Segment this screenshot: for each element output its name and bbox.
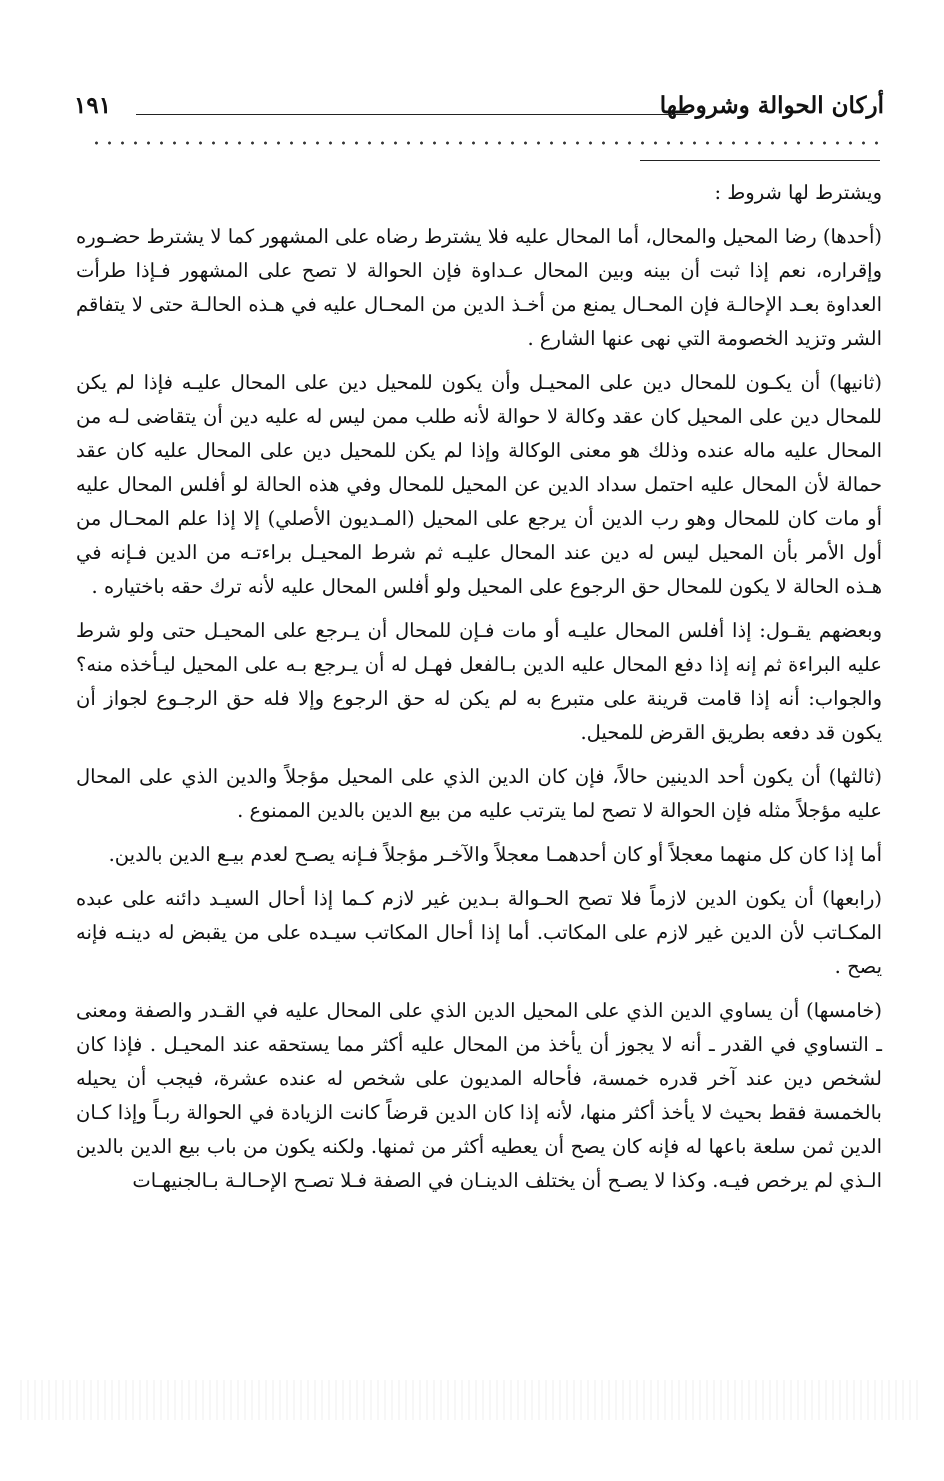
paragraph-fourth-condition: (رابعها) أن يكون الدين لازماً فلا تصح الحـوالة بـدين غير لازم كـما إذا أحال السيـد دائنه على عبده المكـاتب لأن الدين غير لازم على المكاتب. أما إذا أحال المكاتب سيـده على من يقبض له دينـه فإنه يصح . — [76, 887, 882, 978]
scan-artifact — [20, 1380, 920, 1420]
page-header — [74, 92, 884, 132]
paragraph-third-note: أما إذا كان كل منهما معجلاً أو كان أحدهمـا معجلاً والآخـر مؤجلاً فـإنه يصـح لعدم بيـع الدين بالدين. — [108, 843, 882, 866]
paragraph-second-condition: (ثانيها) أن يكـون للمحال دين على المحيـل وأن يكون للمحيل دين على المحال عليـه فإذا لم يكن للمحال دين على المحيل كان عقد وكالة لا حوالة لأنه طلب ممن ليس له عليه دين أن يتقاضى لـه من المحال عليه ماله عنده وذلك هو معنى الوكالة وإذا لم يكن للمحيل دين على المحال عليه كان عقد حمالة لأن المحال عليه احتمل سداد الدين عن المحيل للمحال وفي هذه الحالة لو أفلس المحال عليه أو مات كان للمحال وهو رب الدين أن يرجع على المحيل (المـديون الأصلي) إلا إذا علم المحـال من أول الأمر بأن المحيل ليس له دين عند المحال عليـه ثم شرط المحيـل براءتـه من الدين فـإنه في هـذه الحالة لا يكون للمحال حق الرجوع على المحيل ولو أفلس المحال عليه لأنه ترك حقه باختياره . — [76, 371, 882, 598]
page-number: ١٩١ — [74, 92, 112, 119]
body-text — [76, 176, 882, 1208]
paragraph-first-condition: (أحدها) رضا المحيل والمحال، أما المحال عليه فلا يشترط رضاه على المشهور كما لا يشترط حضـوره وإقراره، نعم إذا ثبت أن بينه وبين المحال عـداوة فإن الحوالة لا تصح على المشهور فـإذا طرأت العداوة بعـد الإحالـة فإن المحـال يمنع من أخـذ الدين من المحـال عليه في هـذه الحالـة حتى لا يتفاقم الشر وتزيد الخصومة التي نهى عنها الشارع . — [76, 225, 882, 350]
header-rule — [136, 114, 688, 115]
paragraph-opinion: وبعضهم يقـول: إذا أفلس المحال عليـه أو مات فـإن للمحال أن يـرجع على المحيـل حتى ولو شرط عليه البراءة ثم إنه إذا دفع المحال عليه الدين بـالفعل فهـل له أن يـرجع بـه على المحيل ليـأخذه منه؟ والجواب: أنه إذا قامت قرينة على متبرع به لم يكن له حق الرجوع وإلا فله حق الرجـوع لجواز أن يكون قد دفعه بطريق القرض للمحيل. — [76, 619, 882, 744]
paragraph-fifth-condition: (خامسها) أن يساوي الدين الذي على المحيل الدين الذي على المحال عليه في القـدر والصفة ومعنى ـ التساوي في القدر ـ أنه لا يجوز أن يأخذ من المحال عليه أكثر مما يستحقه عند المحيـل . فإذا كان لشخص دين عند آخر قدره خمسة، فأحاله المديون على شخص له عنده عشرة، فيجب أن يحيله بالخمسة فقط بحيث لا يأخذ أكثر منها، لأنه إذا كان الدين قرضاً كانت الزيادة في الحوالة ربـاً وإذا كـان الدين ثمن سلعة باعها له فإنه كان يصح أن يعطيه أكثر من ثمنها. ولكنه يكون من باب بيع الدين بالدين الـذي لم يرخص فيـه. وكذا لا يصـح أن يختلف الدينـان في الصفة فـلا تصـح الإحـالـة بـالجنيهـات — [76, 999, 882, 1192]
paragraph-intro: ويشترط لها شروط : — [714, 181, 882, 204]
paragraph-third-condition: (ثالثها) أن يكون أحد الدينين حالاً، فإن كان الدين الذي على المحيل مؤجلاً والدين الذي على المحال عليه مؤجلاً مثله فإن الحوالة لا تصح لما يترتب عليه من بيع الدين بالدين الممنوع . — [76, 765, 882, 822]
running-title: أركان الحوالة وشروطها — [659, 92, 884, 119]
short-rule — [640, 160, 880, 161]
dotted-separator — [90, 140, 880, 146]
